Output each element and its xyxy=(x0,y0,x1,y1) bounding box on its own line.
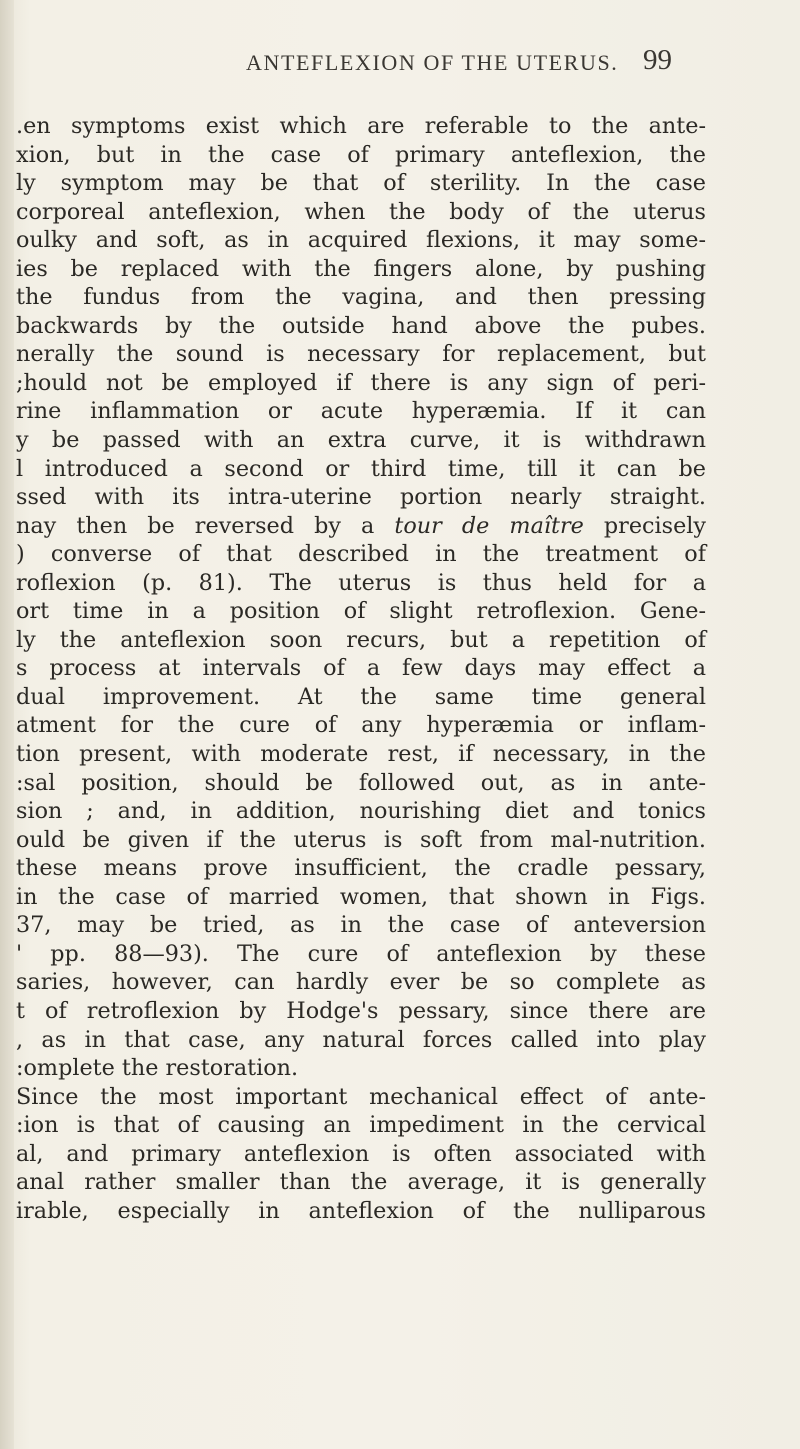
text-line: l introduced a second or third time, till it can be xyxy=(16,455,706,482)
text-line: ' pp. 88—93). The cure of anteflexion by these xyxy=(16,940,706,967)
page-gutter xyxy=(0,0,14,1449)
text-line: irable, especially in anteflexion of the nulliparous xyxy=(16,1197,706,1224)
text-line: al, and primary anteflexion is often associated with xyxy=(16,1140,706,1167)
text-line: ly the anteflexion soon recurs, but a repetition of xyxy=(16,626,706,653)
text-line: xion, but in the case of primary anteflexion, the xyxy=(16,141,706,168)
text-line: ort time in a position of slight retroflexion. Gene- xyxy=(16,598,706,625)
running-head xyxy=(0,44,800,90)
text-line: in the case of married women, that shown in Figs. xyxy=(16,883,706,910)
text-line: :omplete the restoration. xyxy=(16,1055,299,1082)
text-line: atment for the cure of any hyperæmia or inflam- xyxy=(16,712,706,739)
text-line: ;hould not be employed if there is any sign of peri- xyxy=(16,369,706,396)
running-title: ANTEFLEXION OF THE UTERUS. xyxy=(246,50,619,75)
text-line: ly symptom may be that of sterility. In the case xyxy=(16,170,706,197)
text-line: ssed with its intra-uterine portion nearly straight. xyxy=(16,484,706,511)
text-line: ies be replaced with the fingers alone, by pushing xyxy=(16,255,706,282)
text-line: roflexion (p. 81). The uterus is thus held for a xyxy=(16,569,706,596)
text-line: saries, however, can hardly ever be so complete as xyxy=(16,969,706,996)
text-line: nay then be reversed by a tour de maître precisely xyxy=(16,512,706,539)
text-line: :ion is that of causing an impediment in the cervical xyxy=(16,1112,706,1139)
page-number: 99 xyxy=(643,44,672,76)
text-line: 37, may be tried, as in the case of anteversion xyxy=(16,912,706,939)
text-line: dual improvement. At the same time general xyxy=(16,683,706,710)
text-line: anal rather smaller than the average, it is generally xyxy=(16,1169,706,1196)
text-line: these means prove insufficient, the cradle pessary, xyxy=(16,855,706,882)
text-line: sion ; and, in addition, nourishing diet and tonics xyxy=(16,798,706,825)
text-line: y be passed with an extra curve, it is withdrawn xyxy=(16,427,706,454)
text-line: Since the most important mechanical effect of ante- xyxy=(16,1083,706,1110)
text-line: tion present, with moderate rest, if necessary, in the xyxy=(16,741,706,768)
text-line: t of retroflexion by Hodge's pessary, since there are xyxy=(16,997,706,1024)
text-line: ould be given if the uterus is soft from mal-nutrition. xyxy=(16,826,706,853)
text-line: :sal position, should be followed out, as in ante- xyxy=(16,769,706,796)
text-line: .en symptoms exist which are referable to the ante- xyxy=(16,113,706,139)
body-text xyxy=(16,112,706,1225)
text-line: corporeal anteflexion, when the body of the uterus xyxy=(16,198,706,225)
text-line: nerally the sound is necessary for replacement, but xyxy=(16,341,706,368)
text-line: oulky and soft, as in acquired flexions, it may some- xyxy=(16,227,706,254)
text-line: the fundus from the vagina, and then pressing xyxy=(16,284,706,311)
text-line: , as in that case, any natural forces called into play xyxy=(16,1026,706,1053)
text-line: rine inflammation or acute hyperæmia. If it can xyxy=(16,398,706,425)
italic-phrase: tour de maître xyxy=(394,512,584,539)
text-line: s process at intervals of a few days may effect a xyxy=(16,655,706,682)
text-line: backwards by the outside hand above the pubes. xyxy=(16,312,706,339)
text-line: ) converse of that described in the treatment of xyxy=(16,541,706,568)
